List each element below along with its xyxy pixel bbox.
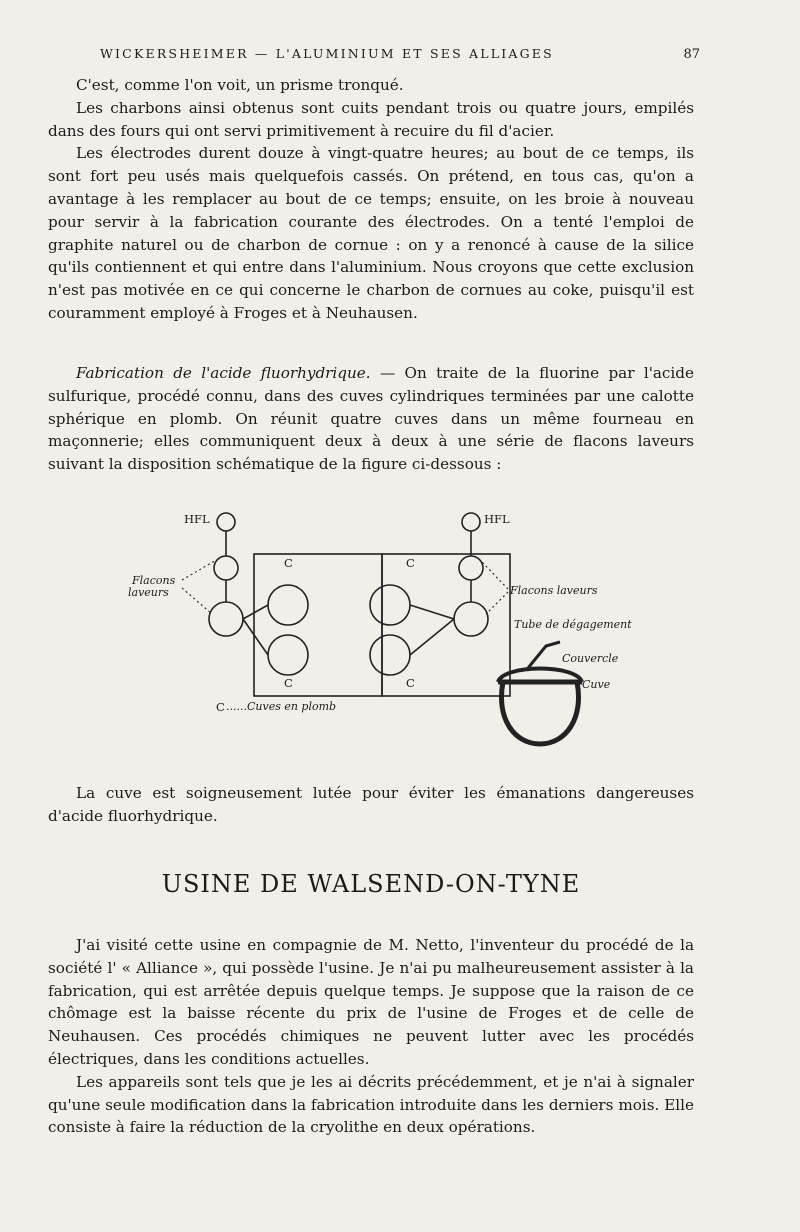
cuve-top-right <box>370 585 410 625</box>
paragraph-fluoride <box>48 362 694 476</box>
paragraph: J'ai visité cette usine en compagnie de M. Netto, l'inventeur du procédé de la société l' « Alliance », qui possède l'usine. Je n'ai pu malheureusement assister à la fabrication, qui est arrêtée depuis quelque temps. Je suppose que la raison de ce chômage est la baisse récente du prix de l'usine de Froges et de celle de Neuhausen. Ces procédés chimiques ne peuvent lutter avec les procédés électriques, dans les conditions actuelles. <box>48 936 694 1068</box>
schematic-figure <box>100 504 700 754</box>
legend-text: ......Cuves en plomb <box>226 700 337 713</box>
text-block-top <box>48 74 694 325</box>
label-flacons-right: Flacons laveurs <box>510 584 598 597</box>
label-couvercle: Couvercle <box>562 652 619 665</box>
text-block-cuve <box>48 782 694 828</box>
paragraph-run-in-title: Fabrication de l'acide fluorhydrique. <box>76 364 371 382</box>
paragraph: Les charbons ainsi obtenus sont cuits pendant trois ou quatre jours, empilés dans des fours qui ont servi primitivement à recuire du fil d'acier. <box>48 98 694 140</box>
gas-tube <box>528 642 560 668</box>
flask-right-1 <box>462 513 480 531</box>
flask-left-3 <box>209 602 243 636</box>
label-c-bottom-left: C <box>284 676 293 690</box>
label-c-top-right: C <box>406 556 415 570</box>
paragraph: Les appareils sont tels que je les ai décrits précédemment, et je n'ai à signaler qu'une seule modification dans la fabrication introduite dans les derniers mois. Elle consiste à faire la réduction de la cryolithe en deux opérations. <box>48 1072 694 1137</box>
paragraph-body: — On traite de la fluorine par l'acide sulfurique, procédé connu, dans des cuves cylindriques terminées par une calotte sphérique en plomb. On réunit quatre cuves dans un même fourneau en maçonnerie; elles communiquent deux à deux à une série de flacons laveurs suivant la disposition schématique de la figure ci-dessous : <box>48 364 694 474</box>
label-c-top-left: C <box>284 556 293 570</box>
running-header <box>100 46 700 62</box>
label-hfl-right: HFL <box>484 512 510 526</box>
cuve-top-left <box>268 585 308 625</box>
label-hfl-left: HFL <box>184 512 210 526</box>
paragraph: La cuve est soigneusement lutée pour éviter les émanations dangereuses d'acide fluorhydrique. <box>48 784 694 825</box>
flask-left-1 <box>217 513 235 531</box>
flask-right-3 <box>454 602 488 636</box>
page-number: 87 <box>683 47 700 62</box>
paragraph: Les électrodes durent douze à vingt-quatre heures; au bout de ce temps, ils sont fort peu usés mais quelquefois cassés. On prétend, en tous cas, qu'on a avantage à les remplacer au bout de ce temps; ensuite, on les broie à nouveau pour servir à la fabrication courante des électrodes. On a tenté l'emploi de graphite naturel ou de charbon de cornue : on y a renoncé à cause de la silice qu'ils contiennent et qui entre dans l'aluminium. Nous croyons que cette exclusion n'est pas motivée en ce qui concerne le charbon de cornues au coke, puisqu'il est couramment employé à Froges et à Neuhausen. <box>48 144 694 322</box>
label-flacons-left-2: laveurs <box>128 586 169 599</box>
label-cuve: Cuve <box>582 678 611 691</box>
label-tube: Tube de dégagement <box>514 618 632 631</box>
flask-right-2 <box>459 556 483 580</box>
text-block-fluoride <box>48 362 694 476</box>
section-title: USINE DE WALSEND-ON-TYNE <box>161 870 581 898</box>
running-title: WICKERSHEIMER — L'ALUMINIUM ET SES ALLIAGES <box>100 46 554 61</box>
cuve-bottom-left <box>268 635 308 675</box>
text-block-bottom <box>48 934 694 1139</box>
legend-c: C <box>216 700 225 714</box>
cuve-bottom-right <box>370 635 410 675</box>
paragraph: C'est, comme l'on voit, un prisme tronqué. <box>76 76 404 94</box>
label-c-bottom-right: C <box>406 676 415 690</box>
label-flacons-left-1: Flacons <box>132 574 176 587</box>
furnace-left <box>254 554 382 696</box>
